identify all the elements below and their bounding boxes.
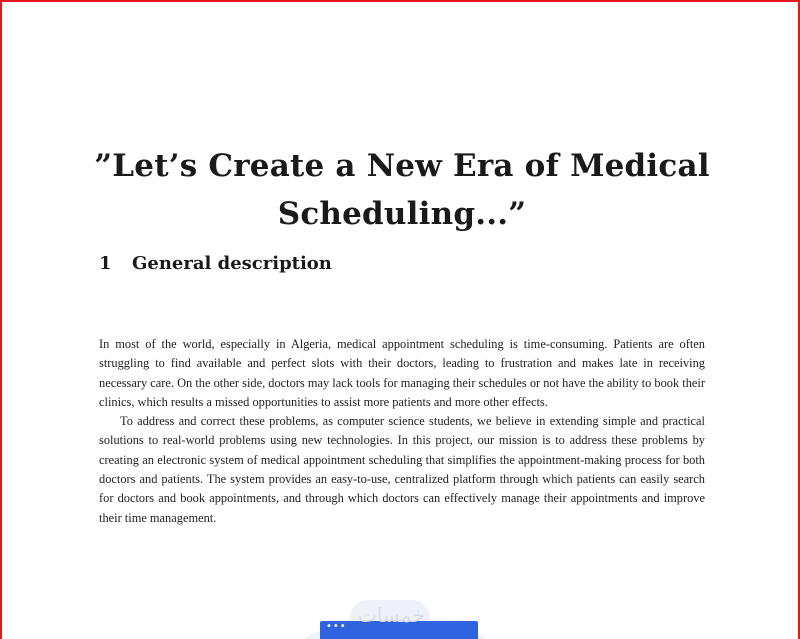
section-number: 1 <box>99 253 112 274</box>
document-title: ”Let’s Create a New Era of Medical Scheduling...” <box>94 148 710 232</box>
section-body <box>99 335 705 528</box>
watermark-window-dots-icon: ••• <box>326 621 347 632</box>
paragraph-1: In most of the world, especially in Algeria, medical appointment scheduling is time-consuming. Patients are often struggling to find available and perfect slots with their doctors, leading to frustration and makes late in receiving necessary care. On the other side, doctors may lack tools for managing their schedules or not have the ability to book their clinics, which results a missed opportunities to assist more patients and more other effects. <box>99 337 705 409</box>
section-title: General description <box>132 253 332 274</box>
section-heading <box>99 252 332 276</box>
watermark-logo <box>292 592 492 639</box>
watermark-text: خمسات <box>358 603 425 627</box>
paragraph-2: To address and correct these problems, as computer science students, we believe in extending simple and practical solutions to real-world problems using new technologies. In this project, our mission is to address these problems by creating an electronic system of medical appointment scheduling that simplifies the appointment-making process for both doctors and patients. The system provides an easy-to-use, centralized platform through which patients can easily search for doctors and book appointments, and through which doctors can effectively manage their appointments and improve their time management. <box>99 414 705 525</box>
